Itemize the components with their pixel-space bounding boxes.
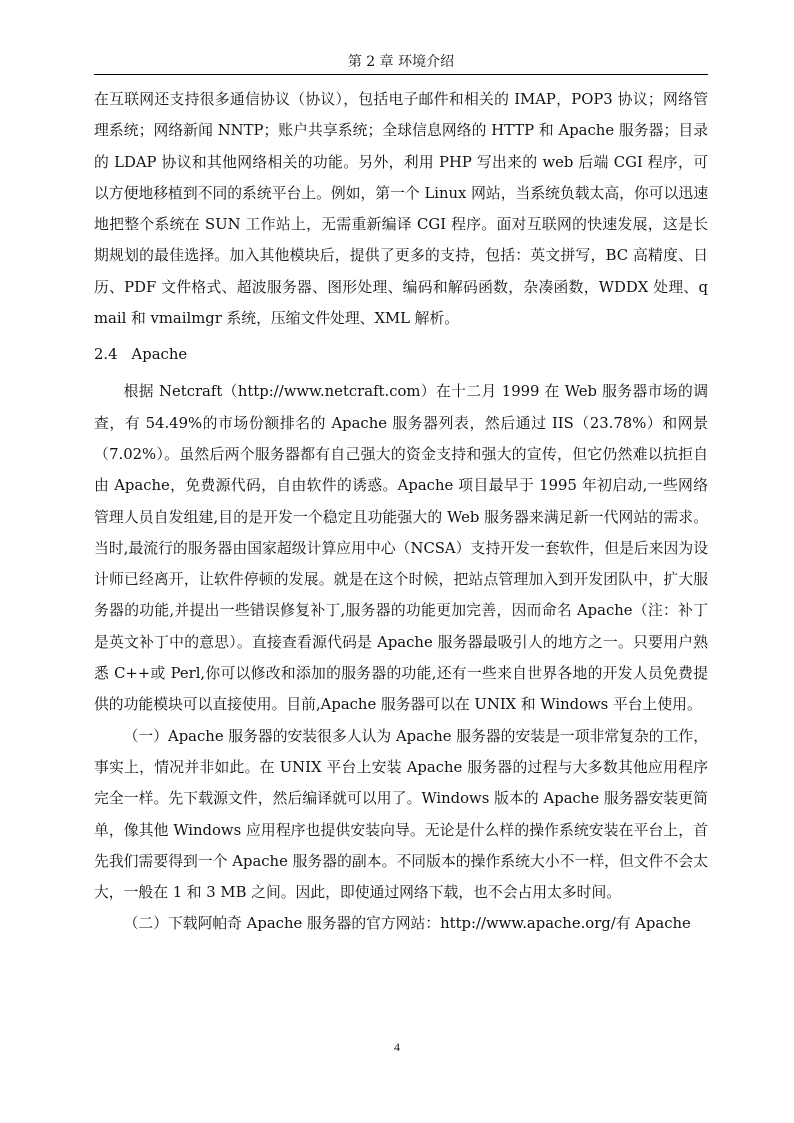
paragraph-1: 在互联网还支持很多通信协议（协议），包括电子邮件和相关的 IMAP，POP3 协议；网络管理系统；网络新闻 NNTP；账户共享系统；全球信息网络的 HTTP 和 Apache 服务器；目录的 LDAP 协议和其他网络相关的功能。另外，利用 PHP 写出来的 web 后端 CGI 程序，可以方便地移植到不同的系统平台上。例如，第一个 Linux 网站，当系统负载太高，你可以迅速地把整个系统在 SUN 工作站上，无需重新编译 CGI 程序。面对互联网的快速发展，这是长期规划的最佳选择。加入其他模块后，提供了更多的支持，包括：英文拼写，BC 高精度、日历、PDF 文件格式、超波服务器、图形处理、编码和解码函数，杂凑函数，WDDX 处理、qmail 和 vmailmgr 系统，压缩文件处理、XML 解析。 [94, 91, 708, 328]
page-body [94, 84, 708, 940]
section-title: Apache [131, 346, 188, 364]
section-number: 2.4 [94, 346, 118, 364]
page-number: 4 [394, 1040, 400, 1054]
paragraph-3: （一）Apache 服务器的安装很多人认为 Apache 服务器的安装是一项非常复杂的工作，事实上，情况并非如此。在 UNIX 平台上安装 Apache 服务器的过程与大多数其他应用程序完全一样。先下载源文件，然后编译就可以用了。Windows 版本的 Apache 服务器安装更简单，像其他 Windows 应用程序也提供安装向导。无论是什么样的操作系统安装在平台上，首先我们需要得到一个 Apache 服务器的副本。不同版本的操作系统大小不一样，但文件不会太大，一般在 1 和 3 MB 之间。因此，即使通过网络下载，也不会占用太多时间。 [94, 727, 708, 902]
page-header: 第 2 章 环境介绍 [347, 54, 455, 70]
section-heading [94, 345, 708, 365]
header-rule [94, 74, 708, 75]
paragraph-4: （二）下载阿帕奇 Apache 服务器的官方网站：http://www.apache.org/有 Apache [123, 915, 691, 933]
paragraph-2: 根据 Netcraft（http://www.netcraft.com）在十二月 1999 在 Web 服务器市场的调查，有 54.49%的市场份额排名的 Apache 服务器列表，然后通过 IIS（23.78%）和网景（7.02%）。虽然后两个服务器都有自己强大的资金支持和强大的宣传，但它仍然难以抗拒自由 Apache，免费源代码，自由软件的诱惑。Apache 项目最早于 1995 年初启动,一些网络管理人员自发组建,目的是开发一个稳定且功能强大的 Web 服务器来满足新一代网站的需求。当时,最流行的服务器由国家超级计算应用中心（NCSA）支持开发一套软件，但是后来因为设计师已经离开，让软件停顿的发展。就是在这个时候，把站点管理加入到开发团队中，扩大服务器的功能,并提出一些错误修复补丁,服务器的功能更加完善，因而命名 Apache（注：补丁是英文补丁中的意思）。直接查看源代码是 Apache 服务器最吸引人的地方之一。只要用户熟悉 C++或 Perl,你可以修改和添加的服务器的功能,还有一些来自世界各地的开发人员免费提供的功能模块可以直接使用。目前,Apache 服务器可以在 UNIX 和 Windows 平台上使用。 [94, 383, 708, 714]
